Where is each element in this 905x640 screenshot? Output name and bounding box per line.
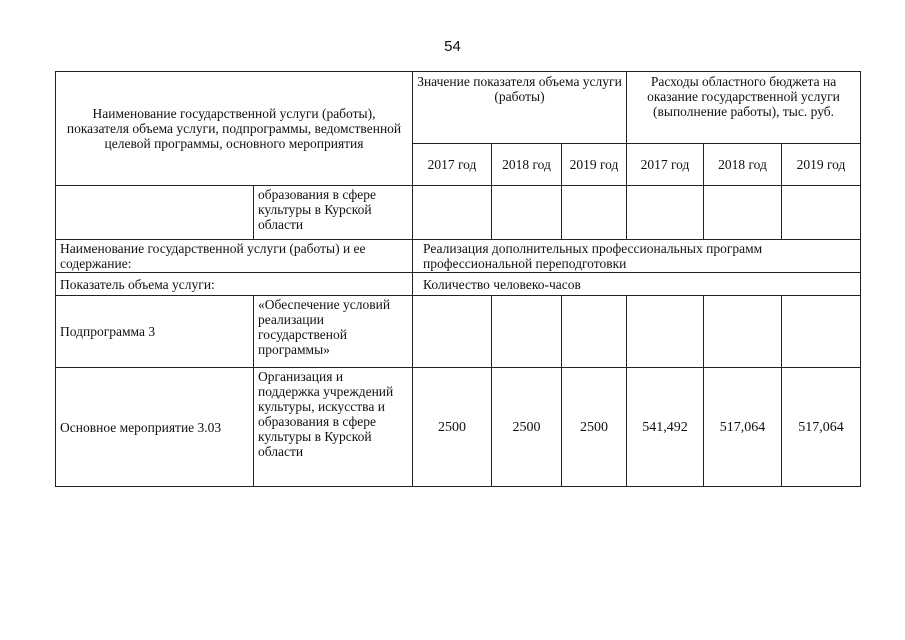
header-year: 2018 год xyxy=(704,144,782,186)
service-name-value: Реализация дополнительных профессиональных программ профессиональной переподготовки xyxy=(413,240,861,273)
services-table xyxy=(55,71,861,487)
value-cell: 517,064 xyxy=(704,368,782,487)
table-cell-empty xyxy=(413,186,492,240)
volume-indicator-value: Количество человеко-часов xyxy=(413,273,861,296)
table-row-subprogram xyxy=(56,296,861,368)
page-number: 54 xyxy=(444,38,461,55)
table-cell-empty xyxy=(782,186,861,240)
main-event-text: Организация и поддержка учреждений культуры, искусства и образования в сфере культуры в Курской области xyxy=(254,368,413,487)
table-row-service-name xyxy=(56,240,861,273)
table-cell-empty xyxy=(627,296,704,368)
table-cell-empty xyxy=(704,296,782,368)
table-cell-empty xyxy=(627,186,704,240)
header-name-column: Наименование государственной услуги (работы), показателя объема услуги, подпрограммы, ведомственной целевой программы, основного мероприятия xyxy=(56,72,413,186)
table-row-volume-indicator xyxy=(56,273,861,296)
value-cell: 541,492 xyxy=(627,368,704,487)
value-cell: 2500 xyxy=(492,368,562,487)
table-cell-empty xyxy=(492,296,562,368)
header-expenses-group: Расходы областного бюджета на оказание государственной услуги (выполнение работы), тыс. руб. xyxy=(627,72,861,144)
header-year: 2019 год xyxy=(562,144,627,186)
header-volume-group: Значение показателя объема услуги (работы) xyxy=(413,72,627,144)
table-row-main-event xyxy=(56,368,861,487)
value-cell: 2500 xyxy=(562,368,627,487)
header-year: 2019 год xyxy=(782,144,861,186)
table-cell-empty xyxy=(562,186,627,240)
header-year: 2017 год xyxy=(627,144,704,186)
value-cell: 517,064 xyxy=(782,368,861,487)
volume-indicator-label: Показатель объема услуги: xyxy=(56,273,413,296)
table-cell-empty xyxy=(782,296,861,368)
main-event-label: Основное мероприятие 3.03 xyxy=(56,368,254,487)
header-year: 2018 год xyxy=(492,144,562,186)
service-name-label: Наименование государственной услуги (работы) и ее содержание: xyxy=(56,240,413,273)
header-row-1 xyxy=(56,72,861,144)
value-cell: 2500 xyxy=(413,368,492,487)
table-cell-empty xyxy=(562,296,627,368)
table-cell-empty xyxy=(56,186,254,240)
table-row-continuation xyxy=(56,186,861,240)
header-year: 2017 год xyxy=(413,144,492,186)
table-cell-empty xyxy=(413,296,492,368)
subprogram-label: Подпрограмма 3 xyxy=(56,296,254,368)
table-cell-empty xyxy=(704,186,782,240)
subprogram-text: «Обеспечение условий реализации государственой программы» xyxy=(254,296,413,368)
continuation-text: образования в сфере культуры в Курской области xyxy=(254,186,413,240)
table-cell-empty xyxy=(492,186,562,240)
